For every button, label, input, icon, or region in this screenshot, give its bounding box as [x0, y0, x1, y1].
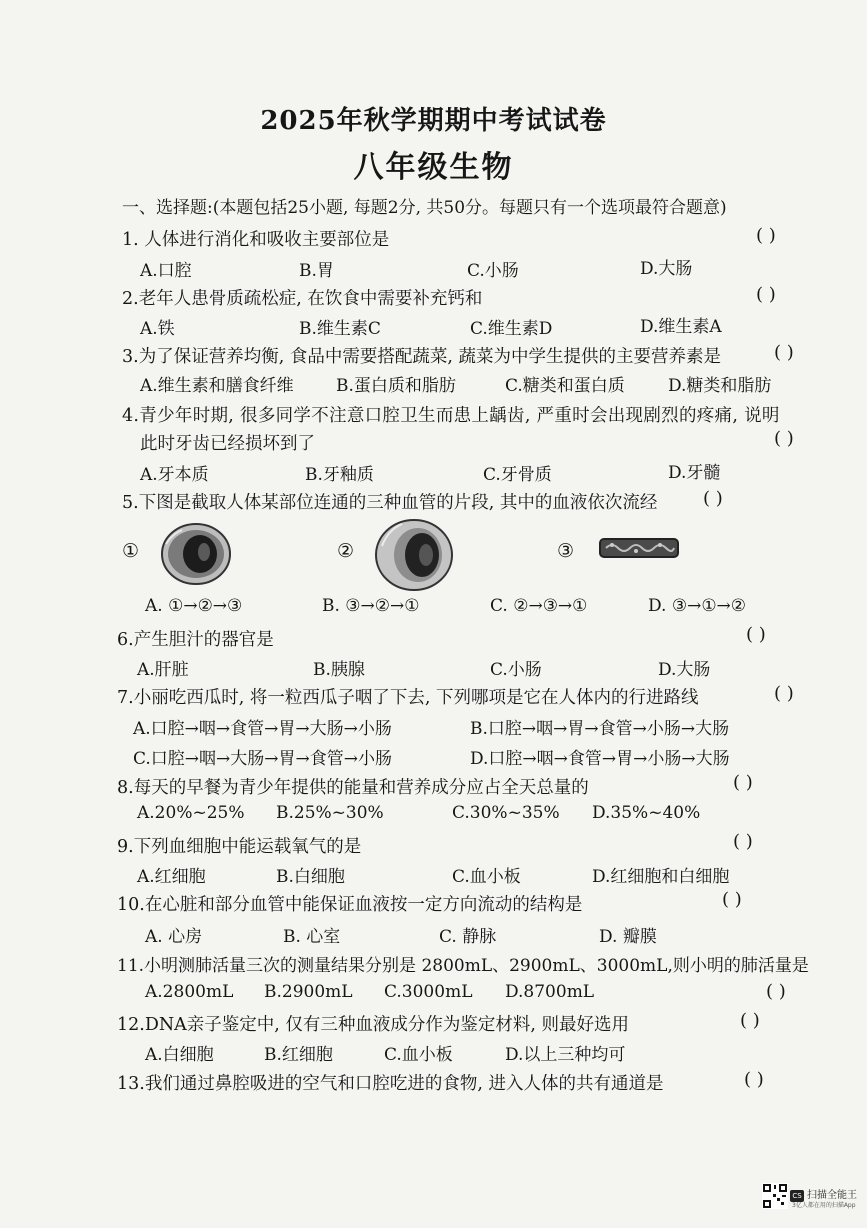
question-12-stem: 12.DNA亲子鉴定中, 仅有三种血液成分作为鉴定材料, 则最好选用 — [117, 1015, 630, 1035]
question-7-option-a: A.口腔→咽→食管→胃→大肠→小肠 — [133, 719, 392, 739]
question-4-option-c: C.牙骨质 — [483, 465, 552, 485]
question-1-option-d: D.大肠 — [640, 259, 693, 279]
question-8-option-a: A.20%~25% — [137, 803, 245, 823]
question-4-stem: 4.青少年时期, 很多同学不注意口腔卫生而患上龋齿, 严重时会出现剧烈的疼痛, 说明 — [122, 406, 780, 426]
question-3-option-a: A.维生素和膳食纤维 — [140, 376, 294, 396]
question-5-answer-blank[interactable]: ( ) — [703, 488, 723, 509]
question-9-stem: 9.下列血细胞中能运载氧气的是 — [117, 837, 362, 857]
question-11-option-d: D.8700mL — [505, 982, 595, 1002]
section-heading: 一、选择题:(本题包括25小题, 每题2分, 共50分。每题只有一个选项最符合题意) — [122, 198, 727, 218]
question-13-stem: 13.我们通过鼻腔吸进的空气和口腔吃进的食物, 进入人体的共有通道是 — [117, 1074, 664, 1094]
question-2-answer-blank[interactable]: ( ) — [756, 284, 776, 305]
question-10-stem: 10.在心脏和部分血管中能保证血液按一定方向流动的结构是 — [117, 895, 583, 915]
blood-vessel-3-image — [598, 536, 680, 560]
question-10-option-a: A. 心房 — [145, 927, 203, 947]
scanner-app-tagline: 3亿人都在用的扫描App — [792, 1202, 856, 1209]
question-6-option-c: C.小肠 — [490, 660, 542, 680]
question-6-option-a: A.肝脏 — [137, 660, 189, 680]
vessel-label-3: ③ — [557, 540, 575, 562]
camscanner-logo-icon: CS — [790, 1190, 804, 1202]
question-2-option-c: C.维生素D — [470, 319, 553, 339]
question-12-option-b: B.红细胞 — [264, 1045, 333, 1065]
question-6-answer-blank[interactable]: ( ) — [746, 624, 766, 645]
scanner-app-name: 扫描全能王 — [807, 1190, 857, 1201]
qr-code-icon — [762, 1183, 788, 1209]
question-4-stem-continued: 此时牙齿已经损坏到了 — [140, 434, 315, 454]
question-10-option-b: B. 心室 — [283, 927, 341, 947]
question-5-option-c: C. ②→③→① — [490, 596, 588, 616]
question-4-option-a: A.牙本质 — [140, 465, 209, 485]
question-8-stem: 8.每天的早餐为青少年提供的能量和营养成分应占全天总量的 — [117, 778, 589, 798]
question-1-stem: 1. 人体进行消化和吸收主要部位是 — [122, 230, 390, 250]
question-3-stem: 3.为了保证营养均衡, 食品中需要搭配蔬菜, 蔬菜为中学生提供的主要营养素是 — [122, 347, 721, 367]
question-11-option-a: A.2800mL — [145, 982, 234, 1002]
question-11-answer-blank[interactable]: ( ) — [766, 981, 786, 1002]
question-3-option-d: D.糖类和脂肪 — [668, 376, 772, 396]
question-6-option-d: D.大肠 — [658, 660, 711, 680]
question-5-stem: 5.下图是截取人体某部位连通的三种血管的片段, 其中的血液依次流经 — [122, 493, 658, 513]
vessel-label-2: ② — [337, 540, 355, 562]
question-7-option-b: B.口腔→咽→胃→食管→小肠→大肠 — [470, 719, 730, 739]
question-12-option-a: A.白细胞 — [145, 1045, 214, 1065]
question-3-option-b: B.蛋白质和脂肪 — [336, 376, 456, 396]
question-8-answer-blank[interactable]: ( ) — [733, 772, 753, 793]
question-4-option-b: B.牙釉质 — [305, 465, 374, 485]
question-8-option-d: D.35%~40% — [592, 803, 701, 823]
question-11-option-b: B.2900mL — [264, 982, 353, 1002]
question-1-option-c: C.小肠 — [467, 261, 519, 281]
blood-vessel-2-image — [372, 516, 456, 594]
question-6-stem: 6.产生胆汁的器官是 — [117, 630, 274, 650]
question-1-option-a: A.口腔 — [140, 261, 192, 281]
vessel-label-1: ① — [122, 540, 140, 562]
question-8-option-b: B.25%~30% — [276, 803, 384, 823]
question-9-option-a: A.红细胞 — [137, 867, 206, 887]
question-7-option-d: D.口腔→咽→食管→胃→小肠→大肠 — [470, 749, 730, 769]
question-13-answer-blank[interactable]: ( ) — [744, 1069, 764, 1090]
question-5-option-a: A. ①→②→③ — [145, 596, 243, 616]
question-2-option-d: D.维生素A — [640, 317, 722, 337]
exam-title: 2025年秋学期期中考试试卷 — [260, 106, 607, 136]
question-2-stem: 2.老年人患骨质疏松症, 在饮食中需要补充钙和 — [122, 289, 483, 309]
question-4-option-d: D.牙髓 — [668, 463, 721, 483]
question-9-option-d: D.红细胞和白细胞 — [592, 867, 730, 887]
question-10-option-c: C. 静脉 — [439, 927, 497, 947]
question-10-answer-blank[interactable]: ( ) — [722, 889, 742, 910]
question-12-option-d: D.以上三种均可 — [505, 1045, 626, 1065]
question-7-option-c: C.口腔→咽→大肠→胃→食管→小肠 — [133, 749, 393, 769]
question-7-stem: 7.小丽吃西瓜时, 将一粒西瓜子咽了下去, 下列哪项是它在人体内的行进路线 — [117, 688, 699, 708]
question-11-option-c: C.3000mL — [384, 982, 473, 1002]
question-12-answer-blank[interactable]: ( ) — [740, 1010, 760, 1031]
question-9-option-c: C.血小板 — [452, 867, 521, 887]
question-11-stem: 11.小明测肺活量三次的测量结果分别是 2800mL、2900mL、3000mL,则小明的肺活量是 — [117, 956, 809, 976]
question-8-option-c: C.30%~35% — [452, 803, 560, 823]
exam-subtitle: 八年级生物 — [353, 150, 514, 185]
question-7-answer-blank[interactable]: ( ) — [774, 683, 794, 704]
blood-vessel-1-image — [158, 518, 234, 588]
question-5-option-d: D. ③→①→② — [648, 596, 747, 616]
question-9-answer-blank[interactable]: ( ) — [733, 831, 753, 852]
question-1-answer-blank[interactable]: ( ) — [756, 225, 776, 246]
question-3-option-c: C.糖类和蛋白质 — [505, 376, 625, 396]
question-10-option-d: D. 瓣膜 — [599, 927, 657, 947]
question-4-answer-blank[interactable]: ( ) — [774, 428, 794, 449]
question-5-option-b: B. ③→②→① — [322, 596, 420, 616]
question-1-option-b: B.胃 — [299, 261, 334, 281]
question-6-option-b: B.胰腺 — [313, 660, 365, 680]
question-2-option-a: A.铁 — [140, 319, 175, 339]
question-9-option-b: B.白细胞 — [276, 867, 345, 887]
question-2-option-b: B.维生素C — [299, 319, 381, 339]
question-3-answer-blank[interactable]: ( ) — [774, 342, 794, 363]
question-12-option-c: C.血小板 — [384, 1045, 453, 1065]
